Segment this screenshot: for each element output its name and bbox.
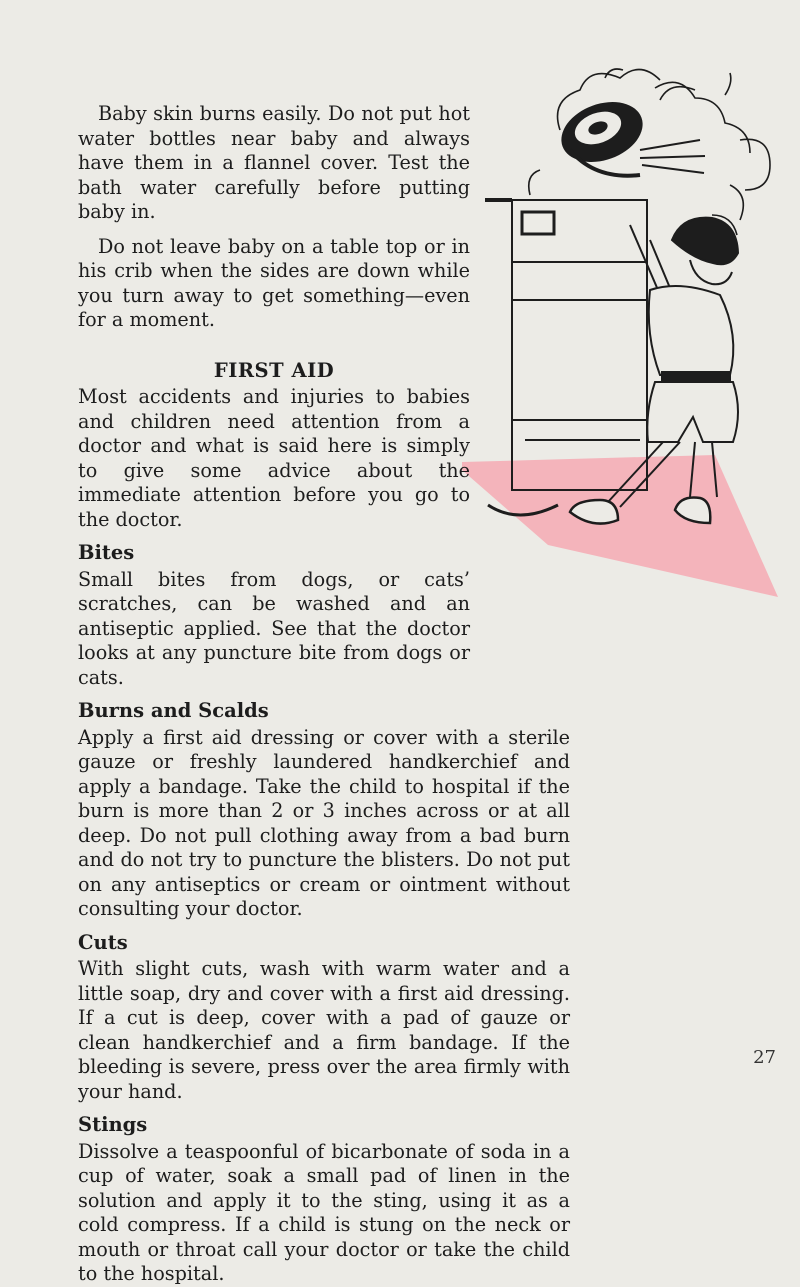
first-aid-heading: FIRST AID [213,358,335,382]
section-heading-stings: Stings [78,1113,148,1136]
section-text-cuts: With slight cuts, wash with warm water and a little soap, dry and cover with a first aid dressing. If a cut is deep, cover with a pad of gauze or clean handkerchief and a firm bandage. If the bleeding is severe, press over the area firmly with your hand. [78,957,570,1103]
intro-paragraph-crib: Do not leave baby on a table top or in his crib when the sides are down while you turn away to get something—even for a moment. [78,234,470,331]
first-aid-intro: Most accidents and injuries to babies and children need attention from a doctor and what is said here is simply to give some advice about the immediate attention before you go to the doctor. [78,385,470,531]
kettle [553,91,705,175]
section-text-bites: Small bites from dogs, or cats’ scratches, can be washed and an antiseptic applied. See that the doctor looks at any puncture bite from dogs or cats. [78,567,470,689]
section-heading-cuts: Cuts [78,930,128,954]
section-heading-burns: Burns and Scalds [78,699,269,722]
main-text-column [78,102,570,1287]
intro-paragraph-burns: Baby skin burns easily. Do not put hot water bottles near baby and always have them in a flannel cover. Test the bath water carefully before putting baby in. [78,102,470,223]
section-text-stings: Dissolve a teaspoonful of bicarbonate of soda in a cup of water, soak a small pad of linen in the solution and apply it to the sting, using it as a cold compress. If a child is stung on the neck or mouth or throat call your doctor or take the child to the hospital. [78,1139,570,1285]
page-number: 27 [753,1047,776,1068]
section-text-burns: Apply a first aid dressing or cover with a sterile gauze or freshly laundered handkerchief and apply a bandage. Take the child to hospital if the burn is more than 2 or 3 inches across or at all deep. Do not pull clothing away from a bad burn and do not try to puncture the blisters. Do not put on any antiseptics or cream or ointment without consulting your doctor. [78,725,570,920]
section-heading-bites: Bites [78,541,135,564]
